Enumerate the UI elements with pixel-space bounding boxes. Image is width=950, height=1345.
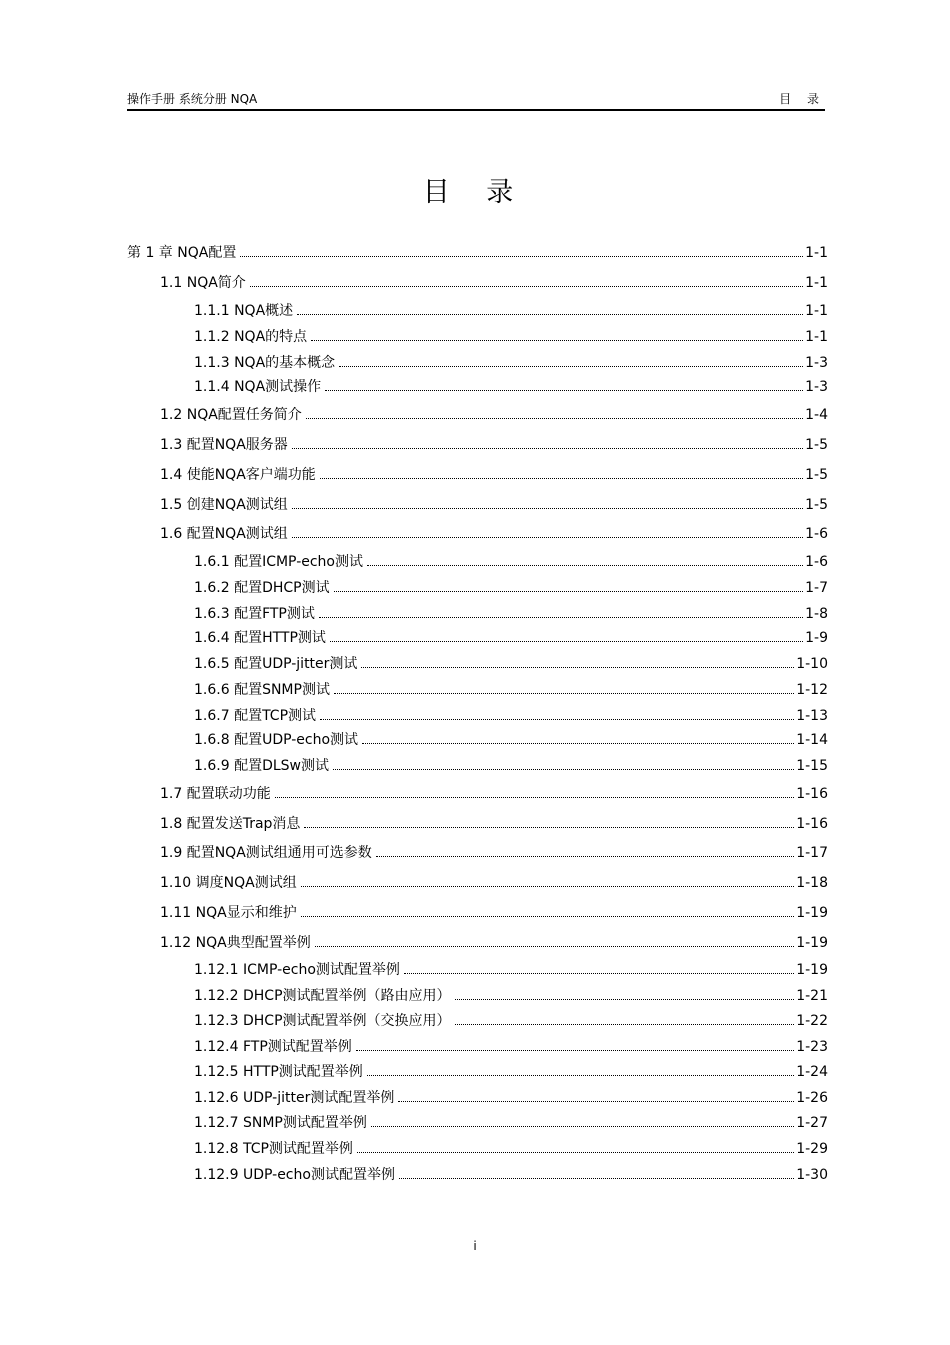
toc-entry-label: 1.11 NQA显示和维护 [160, 905, 297, 921]
toc-entry-label: 1.6.9 配置DLSw测试 [194, 758, 329, 774]
toc-entry-label: 1.12.5 HTTP测试配置举例 [194, 1064, 363, 1080]
toc-dot-leader [361, 653, 794, 668]
toc-entry-page: 1-19 [796, 962, 828, 978]
toc-entry-label: 1.5 创建NQA测试组 [160, 497, 288, 513]
toc-entry[interactable] [194, 603, 828, 623]
toc-entry-label: 1.6.6 配置SNMP测试 [194, 682, 330, 698]
toc-entry[interactable] [194, 985, 828, 1005]
toc-entry-page: 1-19 [796, 905, 828, 921]
toc-entry-page: 1-10 [796, 656, 828, 672]
toc-entry[interactable] [127, 242, 828, 262]
toc-entry-page: 1-16 [796, 816, 828, 832]
toc-entry-page: 1-22 [796, 1013, 828, 1029]
toc-entry[interactable] [160, 434, 828, 454]
toc-entry-page: 1-15 [796, 758, 828, 774]
toc-entry-page: 1-7 [805, 580, 828, 596]
toc-entry[interactable] [160, 494, 828, 514]
toc-entry-page: 1-23 [796, 1039, 828, 1055]
toc-dot-leader [304, 813, 794, 828]
toc-dot-leader [376, 842, 794, 857]
toc-entry-page: 1-1 [805, 275, 828, 291]
toc-entry-label: 1.6.8 配置UDP-echo测试 [194, 732, 359, 748]
toc-dot-leader [399, 1164, 794, 1179]
toc-entry[interactable] [160, 842, 828, 862]
toc-entry[interactable] [194, 1010, 828, 1030]
toc-dot-leader [455, 985, 795, 1000]
toc-entry[interactable] [160, 813, 828, 833]
toc-entry-page: 1-14 [796, 732, 828, 748]
toc-entry[interactable] [194, 1164, 828, 1184]
toc-entry[interactable] [194, 1138, 828, 1158]
toc-entry[interactable] [194, 376, 828, 396]
toc-entry-page: 1-6 [805, 526, 828, 542]
toc-entry-page: 1-8 [805, 606, 828, 622]
toc-dot-leader [275, 783, 795, 798]
toc-entry-label: 1.2 NQA配置任务简介 [160, 407, 302, 423]
toc-entry[interactable] [160, 272, 828, 292]
toc-dot-leader [292, 523, 803, 538]
toc-entry[interactable] [194, 1112, 828, 1132]
toc-entry-label: 1.12.4 FTP测试配置举例 [194, 1039, 352, 1055]
toc-dot-leader [240, 242, 803, 257]
toc-dot-leader [334, 577, 804, 592]
toc-entry-label: 1.6.1 配置ICMP-echo测试 [194, 554, 363, 570]
toc-entry[interactable] [160, 464, 828, 484]
toc-entry[interactable] [194, 352, 828, 372]
toc-entry[interactable] [194, 551, 828, 571]
toc-entry[interactable] [160, 932, 828, 952]
toc-dot-leader [330, 627, 803, 642]
toc-entry-page: 1-16 [796, 786, 828, 802]
toc-entry-page: 1-29 [796, 1141, 828, 1157]
toc-entry-label: 1.8 配置发送Trap消息 [160, 816, 301, 832]
toc-entry[interactable] [194, 1061, 828, 1081]
toc-entry-page: 1-3 [805, 355, 828, 371]
toc-entry-label: 1.6.7 配置TCP测试 [194, 708, 317, 724]
toc-entry-page: 1-5 [805, 437, 828, 453]
toc-entry[interactable] [194, 300, 828, 320]
toc-entry-label: 1.1.4 NQA测试操作 [194, 379, 322, 395]
toc-entry-page: 1-17 [796, 845, 828, 861]
toc-dot-leader [339, 352, 803, 367]
toc-entry-page: 1-13 [796, 708, 828, 724]
toc-entry-label: 1.12.2 DHCP测试配置举例（路由应用） [194, 988, 451, 1004]
toc-entry-page: 1-19 [796, 935, 828, 951]
toc-entry[interactable] [160, 404, 828, 424]
toc-entry[interactable] [194, 959, 828, 979]
toc-dot-leader [320, 705, 794, 720]
toc-dot-leader [356, 1036, 794, 1051]
toc-dot-leader [297, 300, 803, 315]
toc-entry[interactable] [160, 783, 828, 803]
toc-dot-leader [306, 404, 803, 419]
toc-dot-leader [301, 872, 795, 887]
toc-entry[interactable] [194, 679, 828, 699]
toc-entry[interactable] [160, 872, 828, 892]
toc-entry-label: 1.12.1 ICMP-echo测试配置举例 [194, 962, 400, 978]
toc-entry-page: 1-21 [796, 988, 828, 1004]
toc-dot-leader [334, 679, 794, 694]
toc-dot-leader [320, 464, 803, 479]
toc-dot-leader [362, 729, 794, 744]
toc-entry-label: 1.6.5 配置UDP-jitter测试 [194, 656, 358, 672]
header-manual-title: 操作手册 系统分册 NQA [127, 92, 258, 106]
toc-entry-page: 1-24 [796, 1064, 828, 1080]
toc-dot-leader [404, 959, 794, 974]
toc-entry-label: 1.3 配置NQA服务器 [160, 437, 288, 453]
toc-entry[interactable] [194, 729, 828, 749]
toc-entry-page: 1-12 [796, 682, 828, 698]
toc-entry-page: 1-4 [805, 407, 828, 423]
page-title: 目 录 [422, 177, 528, 208]
toc-entry[interactable] [160, 902, 828, 922]
toc-entry[interactable] [194, 577, 828, 597]
toc-dot-leader [319, 603, 803, 618]
toc-entry-label: 1.10 调度NQA测试组 [160, 875, 297, 891]
toc-entry-page: 1-5 [805, 467, 828, 483]
toc-entry-page: 1-3 [805, 379, 828, 395]
toc-entry-label: 1.9 配置NQA测试组通用可选参数 [160, 845, 372, 861]
toc-entry-label: 1.6.4 配置HTTP测试 [194, 630, 326, 646]
toc-entry-label: 1.1.3 NQA的基本概念 [194, 355, 336, 371]
toc-entry-label: 1.12.6 UDP-jitter测试配置举例 [194, 1090, 395, 1106]
toc-entry-label: 1.12.7 SNMP测试配置举例 [194, 1115, 367, 1131]
toc-entry-page: 1-27 [796, 1115, 828, 1131]
toc-dot-leader [315, 932, 795, 947]
toc-entry-page: 1-30 [796, 1167, 828, 1183]
toc-entry-label: 1.12.9 UDP-echo测试配置举例 [194, 1167, 395, 1183]
toc-entry-label: 1.6.2 配置DHCP测试 [194, 580, 330, 596]
toc-entry-page: 1-18 [796, 875, 828, 891]
toc-entry-page: 1-6 [805, 554, 828, 570]
toc-dot-leader [371, 1112, 794, 1127]
toc-entry[interactable] [194, 705, 828, 725]
toc-entry-label: 1.1.2 NQA的特点 [194, 329, 308, 345]
toc-entry-page: 1-1 [805, 245, 828, 261]
toc-dot-leader [292, 494, 803, 509]
toc-dot-leader [367, 551, 803, 566]
toc-entry[interactable] [194, 1036, 828, 1056]
toc-dot-leader [357, 1138, 794, 1153]
toc-entry[interactable] [160, 523, 828, 543]
toc-entry-label: 1.4 使能NQA客户端功能 [160, 467, 316, 483]
toc-dot-leader [301, 902, 795, 917]
toc-entry-page: 1-1 [805, 329, 828, 345]
toc-entry-label: 第 1 章 NQA配置 [127, 245, 237, 261]
page-number: i [473, 1239, 477, 1253]
toc-entry-label: 1.6 配置NQA测试组 [160, 526, 288, 542]
toc-dot-leader [292, 434, 803, 449]
toc-entry[interactable] [194, 755, 828, 775]
toc-entry-label: 1.6.3 配置FTP测试 [194, 606, 315, 622]
toc-entry-page: 1-5 [805, 497, 828, 513]
toc-entry[interactable] [194, 627, 828, 647]
toc-entry-label: 1.1.1 NQA概述 [194, 303, 294, 319]
toc-entry-page: 1-26 [796, 1090, 828, 1106]
toc-entry-label: 1.7 配置联动功能 [160, 786, 271, 802]
toc-dot-leader [455, 1010, 795, 1025]
toc-dot-leader [367, 1061, 794, 1076]
toc-entry-label: 1.12.3 DHCP测试配置举例（交换应用） [194, 1013, 451, 1029]
toc-dot-leader [398, 1087, 794, 1102]
toc-dot-leader [250, 272, 803, 287]
toc-entry-page: 1-1 [805, 303, 828, 319]
toc-dot-leader [333, 755, 794, 770]
toc-entry-label: 1.12 NQA典型配置举例 [160, 935, 311, 951]
header-section-title: 目 录 [779, 92, 825, 106]
toc-entry[interactable] [194, 326, 828, 346]
toc-entry-label: 1.12.8 TCP测试配置举例 [194, 1141, 353, 1157]
toc-entry-page: 1-9 [805, 630, 828, 646]
toc-entry[interactable] [194, 653, 828, 673]
toc-dot-leader [311, 326, 803, 341]
toc-dot-leader [325, 376, 803, 391]
toc-entry-label: 1.1 NQA简介 [160, 275, 246, 291]
toc-entry[interactable] [194, 1087, 828, 1107]
